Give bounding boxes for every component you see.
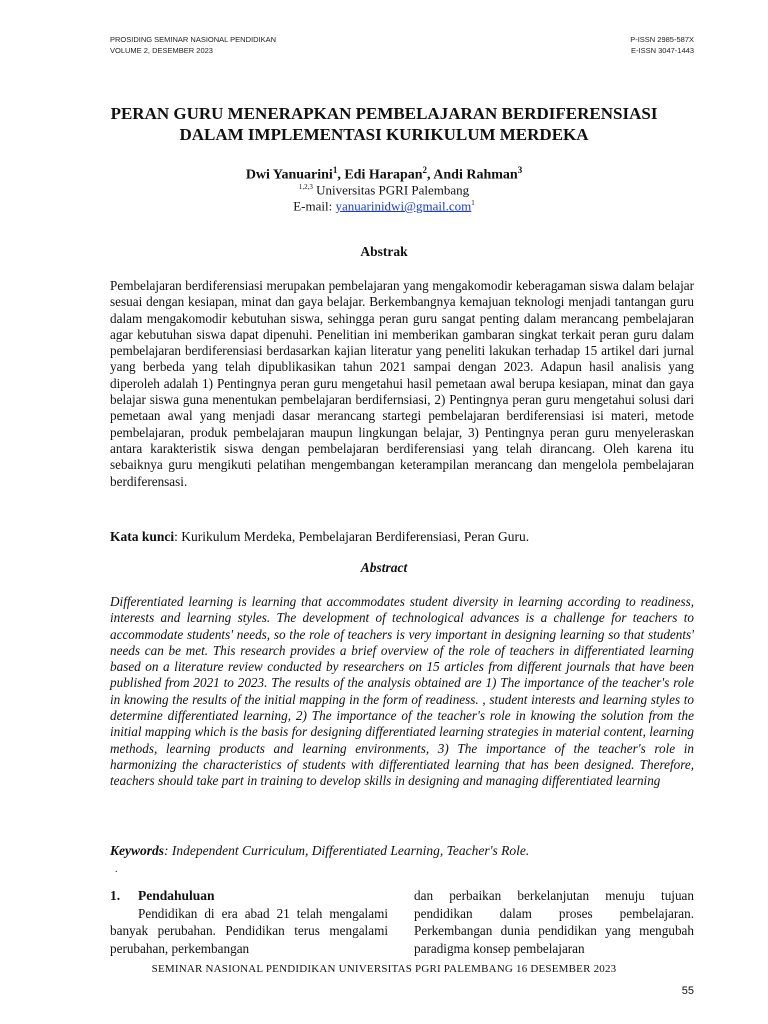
left-column xyxy=(110,887,388,957)
author-name: Edi Harapan xyxy=(344,167,423,183)
print-issn: P-ISSN 2985-587X xyxy=(630,35,694,44)
page-number: 55 xyxy=(681,985,694,997)
author-name: Dwi Yanuarini xyxy=(245,167,333,183)
email-label: E-mail: xyxy=(293,198,336,214)
running-header-left xyxy=(110,34,276,56)
affiliation-superscript: 1,2,3 xyxy=(298,183,313,191)
running-header-right xyxy=(630,34,694,56)
abstract-heading: Abstract xyxy=(360,560,408,575)
intro-text-left: Pendidikan di era abad 21 telah mengalami banyak perubahan. Pendidikan terus mengalami perubahan, perkembangan xyxy=(110,905,388,956)
proceedings-name: PROSIDING SEMINAR NASIONAL PENDIDIKAN xyxy=(110,35,277,44)
abstract-text: Differentiated learning is learning that accommodates student diversity in learning according to readiness, interests and learning styles. The development of technological advances is a challenge for teachers to accommodate students' needs, so the role of teachers is very important in designing learning so that students' needs can be met. This research provides a brief overview of the role of teachers in differentiated learning based on a literature review conducted by researchers on 15 articles from different journals that have been published from 2021 to 2023. The results of the analysis obtained are 1) The importance of the teacher's role in knowing the results of the initial mapping in the form of readiness. , student interests and learning styles to determine differentiated learning, 2) The importance of the teacher's role in knowing the solution from the initial mapping which is the basis for designing differentiated learning strategies in material content, learning methods, learning products and learning environments, 3) The importance of the teacher's role in harmonizing the characteristics of students with differentiated learning that has been designed. Therefore, teachers should take part in training to develop skills in designing and managing differentiated learning xyxy=(110,594,694,789)
volume-info: VOLUME 2, DESEMBER 2023 xyxy=(110,46,213,55)
author-superscript: 1 xyxy=(332,165,338,175)
abstrak-heading: Abstrak xyxy=(360,244,408,259)
section-title: Pendahuluan xyxy=(138,888,215,903)
email-link[interactable]: yanuarinidwi@gmail.com xyxy=(335,198,472,214)
author-separator: , xyxy=(337,167,345,183)
intro-text-right: dan perbaikan berkelanjutan menuju tujuan pendidikan dalam proses pembelajaran. Perkembangan dunia pendidikan yang mengubah paradigma konsep pembelajaran xyxy=(414,888,694,956)
running-footer: SEMINAR NASIONAL PENDIDIKAN UNIVERSITAS PGRI PALEMBANG 16 DESEMBER 2023 xyxy=(151,963,617,975)
author-superscript: 2 xyxy=(422,165,428,175)
affiliation-name: Universitas PGRI Palembang xyxy=(312,182,470,198)
abstrak-text: Pembelajaran berdiferensiasi merupakan pembelajaran yang mengakomodir keberagaman siswa dalam belajar sesuai dengan kesiapan, minat dan gaya belajar. Berkembangnya kemajuan teknologi menjadi tantangan guru dalam mengakomodir kebutuhan siswa, sehingga peran guru sangat penting dalam merancang pembelajaran agar kebutuhan siswa dapat dipenuhi. Penelitian ini memberikan gambaran singkat terkait peran guru dalam pembelajaran berdiferensiasi berdasarkan kajian literatur yang peneliti lakukan terhadap 15 artikel dari jurnal yang berbeda yang telah dipublikasikan tahun 2021 sampai dengan 2023. Adapun hasil analisis yang diperoleh adalah 1) Pentingnya peran guru mengetahui hasil pemetaan awal berupa kesiapan, minat dan gaya belajar siswa guna menentukan pembelajaran berdifernsiasi, 2) Pentingnya peran guru mengetahui solusi dari pemetaan awal yang menjadi dasar merancang startegi pembelajaran berdiferensiasi isi materi, metode pembelajaran, produk pembelajaran maupun lingkungan belajar, 3) Pentingnya peran guru menyeleraskan antara karakteristik siswa dengan pembelajaran berdiferensiasi yang telah dirancang. Oleh karena itu sebaiknya guru mengikuti pelatihan mengembangan keterampilan merancang dan mengelola pembelajaran berdiferensasi. xyxy=(110,278,694,489)
kata-kunci-text: : Kurikulum Merdeka, Pembelajaran Berdiferensiasi, Peran Guru. xyxy=(174,529,530,544)
title-line-1: PERAN GURU MENERAPKAN PEMBELAJARAN BERDIFERENSIASI xyxy=(110,104,658,123)
title-line-2: DALAM IMPLEMENTASI KURIKULUM MERDEKA xyxy=(179,125,589,144)
section-heading-intro xyxy=(110,887,388,905)
electronic-issn: E-ISSN 3047-1443 xyxy=(631,46,694,55)
section-number: 1. xyxy=(110,888,121,903)
email-superscript: 1 xyxy=(471,199,475,207)
stray-dot: . xyxy=(115,864,118,875)
kata-kunci xyxy=(110,529,694,545)
keywords-label: Keywords xyxy=(110,843,164,858)
keywords-text: : Independent Curriculum, Differentiated Learning, Teacher's Role. xyxy=(164,843,530,858)
keywords xyxy=(110,843,694,859)
kata-kunci-label: Kata kunci xyxy=(110,529,175,544)
author-superscript: 3 xyxy=(517,165,523,175)
paper-title xyxy=(60,103,708,145)
contact-email xyxy=(60,195,708,214)
author-name: Andi Rahman xyxy=(433,167,518,183)
author-separator: , xyxy=(427,167,434,183)
